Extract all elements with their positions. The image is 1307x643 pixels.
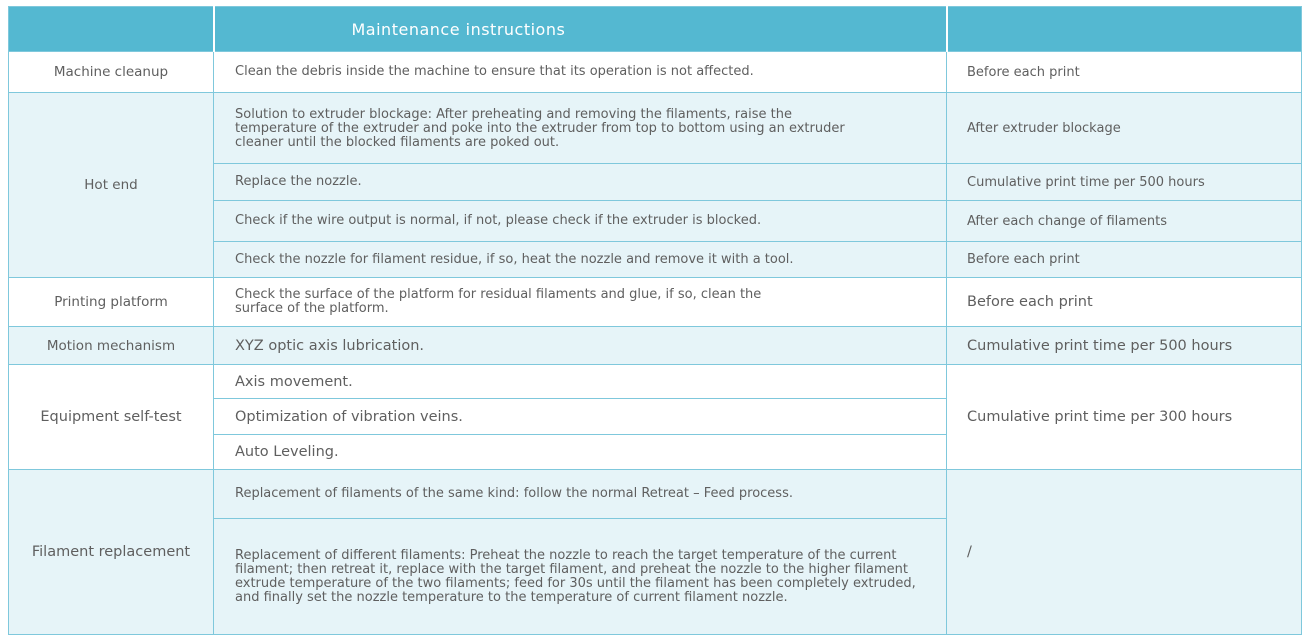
task-cell: Clean the debris inside the machine to ensure that its operation is not affected. (214, 52, 947, 93)
task-cell (214, 519, 947, 635)
frequency-cell: Cumulative print time per 300 hours (947, 365, 1302, 470)
table-title: Maintenance instructions (214, 7, 947, 52)
table-row (9, 365, 1302, 399)
header-cell-category (9, 7, 214, 52)
task-cell: Axis movement. (214, 365, 947, 399)
table-row (9, 93, 1302, 164)
table-row (9, 470, 1302, 519)
frequency-cell: Before each print (947, 242, 1302, 278)
frequency-cell: Before each print (947, 52, 1302, 93)
frequency-cell: Cumulative print time per 500 hours (947, 327, 1302, 365)
frequency-cell: / (947, 470, 1302, 635)
table-header-row (9, 7, 1302, 52)
task-cell: Check if the wire output is normal, if not, please check if the extruder is blocked. (214, 201, 947, 242)
task-text: Replacement of different filaments: Preheat the nozzle to reach the target temperature of the current filament; then retreat it, replace with the target filament, and preheat the nozzle to the higher filament extrude temperature of the two filaments; feed for 30s until the filament has been completely extruded, and finally set the nozzle temperature to the temperature of current filament nozzle. (235, 547, 916, 605)
frequency-cell: After extruder blockage (947, 93, 1302, 164)
table-row (9, 327, 1302, 365)
task-cell: Auto Leveling. (214, 435, 947, 470)
frequency-cell: Cumulative print time per 500 hours (947, 164, 1302, 201)
task-cell (214, 93, 947, 164)
task-cell: Replace the nozzle. (214, 164, 947, 201)
task-text: Check the surface of the platform for residual filaments and glue, if so, clean the surface of the platform. (235, 287, 762, 316)
category-hot-end: Hot end (9, 93, 214, 278)
frequency-cell: Before each print (947, 278, 1302, 327)
task-cell: XYZ optic axis lubrication. (214, 327, 947, 365)
header-cell-frequency (947, 7, 1302, 52)
task-cell: Optimization of vibration veins. (214, 399, 947, 435)
maintenance-table-container (8, 6, 1302, 635)
task-cell (214, 278, 947, 327)
category-motion-mechanism: Motion mechanism (9, 327, 214, 365)
table-row (9, 278, 1302, 327)
maintenance-table (8, 6, 1302, 635)
task-cell: Replacement of filaments of the same kind: follow the normal Retreat – Feed process. (214, 470, 947, 519)
table-row (9, 52, 1302, 93)
category-printing-platform: Printing platform (9, 278, 214, 327)
task-cell: Check the nozzle for filament residue, if so, heat the nozzle and remove it with a tool. (214, 242, 947, 278)
category-equipment-self-test: Equipment self-test (9, 365, 214, 470)
frequency-cell: After each change of filaments (947, 201, 1302, 242)
task-text: Solution to extruder blockage: After preheating and removing the filaments, raise the temperature of the extruder and poke into the extruder from top to bottom using an extruder cleaner until the blocked filaments are poked out. (235, 107, 845, 150)
category-filament-replacement: Filament replacement (9, 470, 214, 635)
category-machine-cleanup: Machine cleanup (9, 52, 214, 93)
